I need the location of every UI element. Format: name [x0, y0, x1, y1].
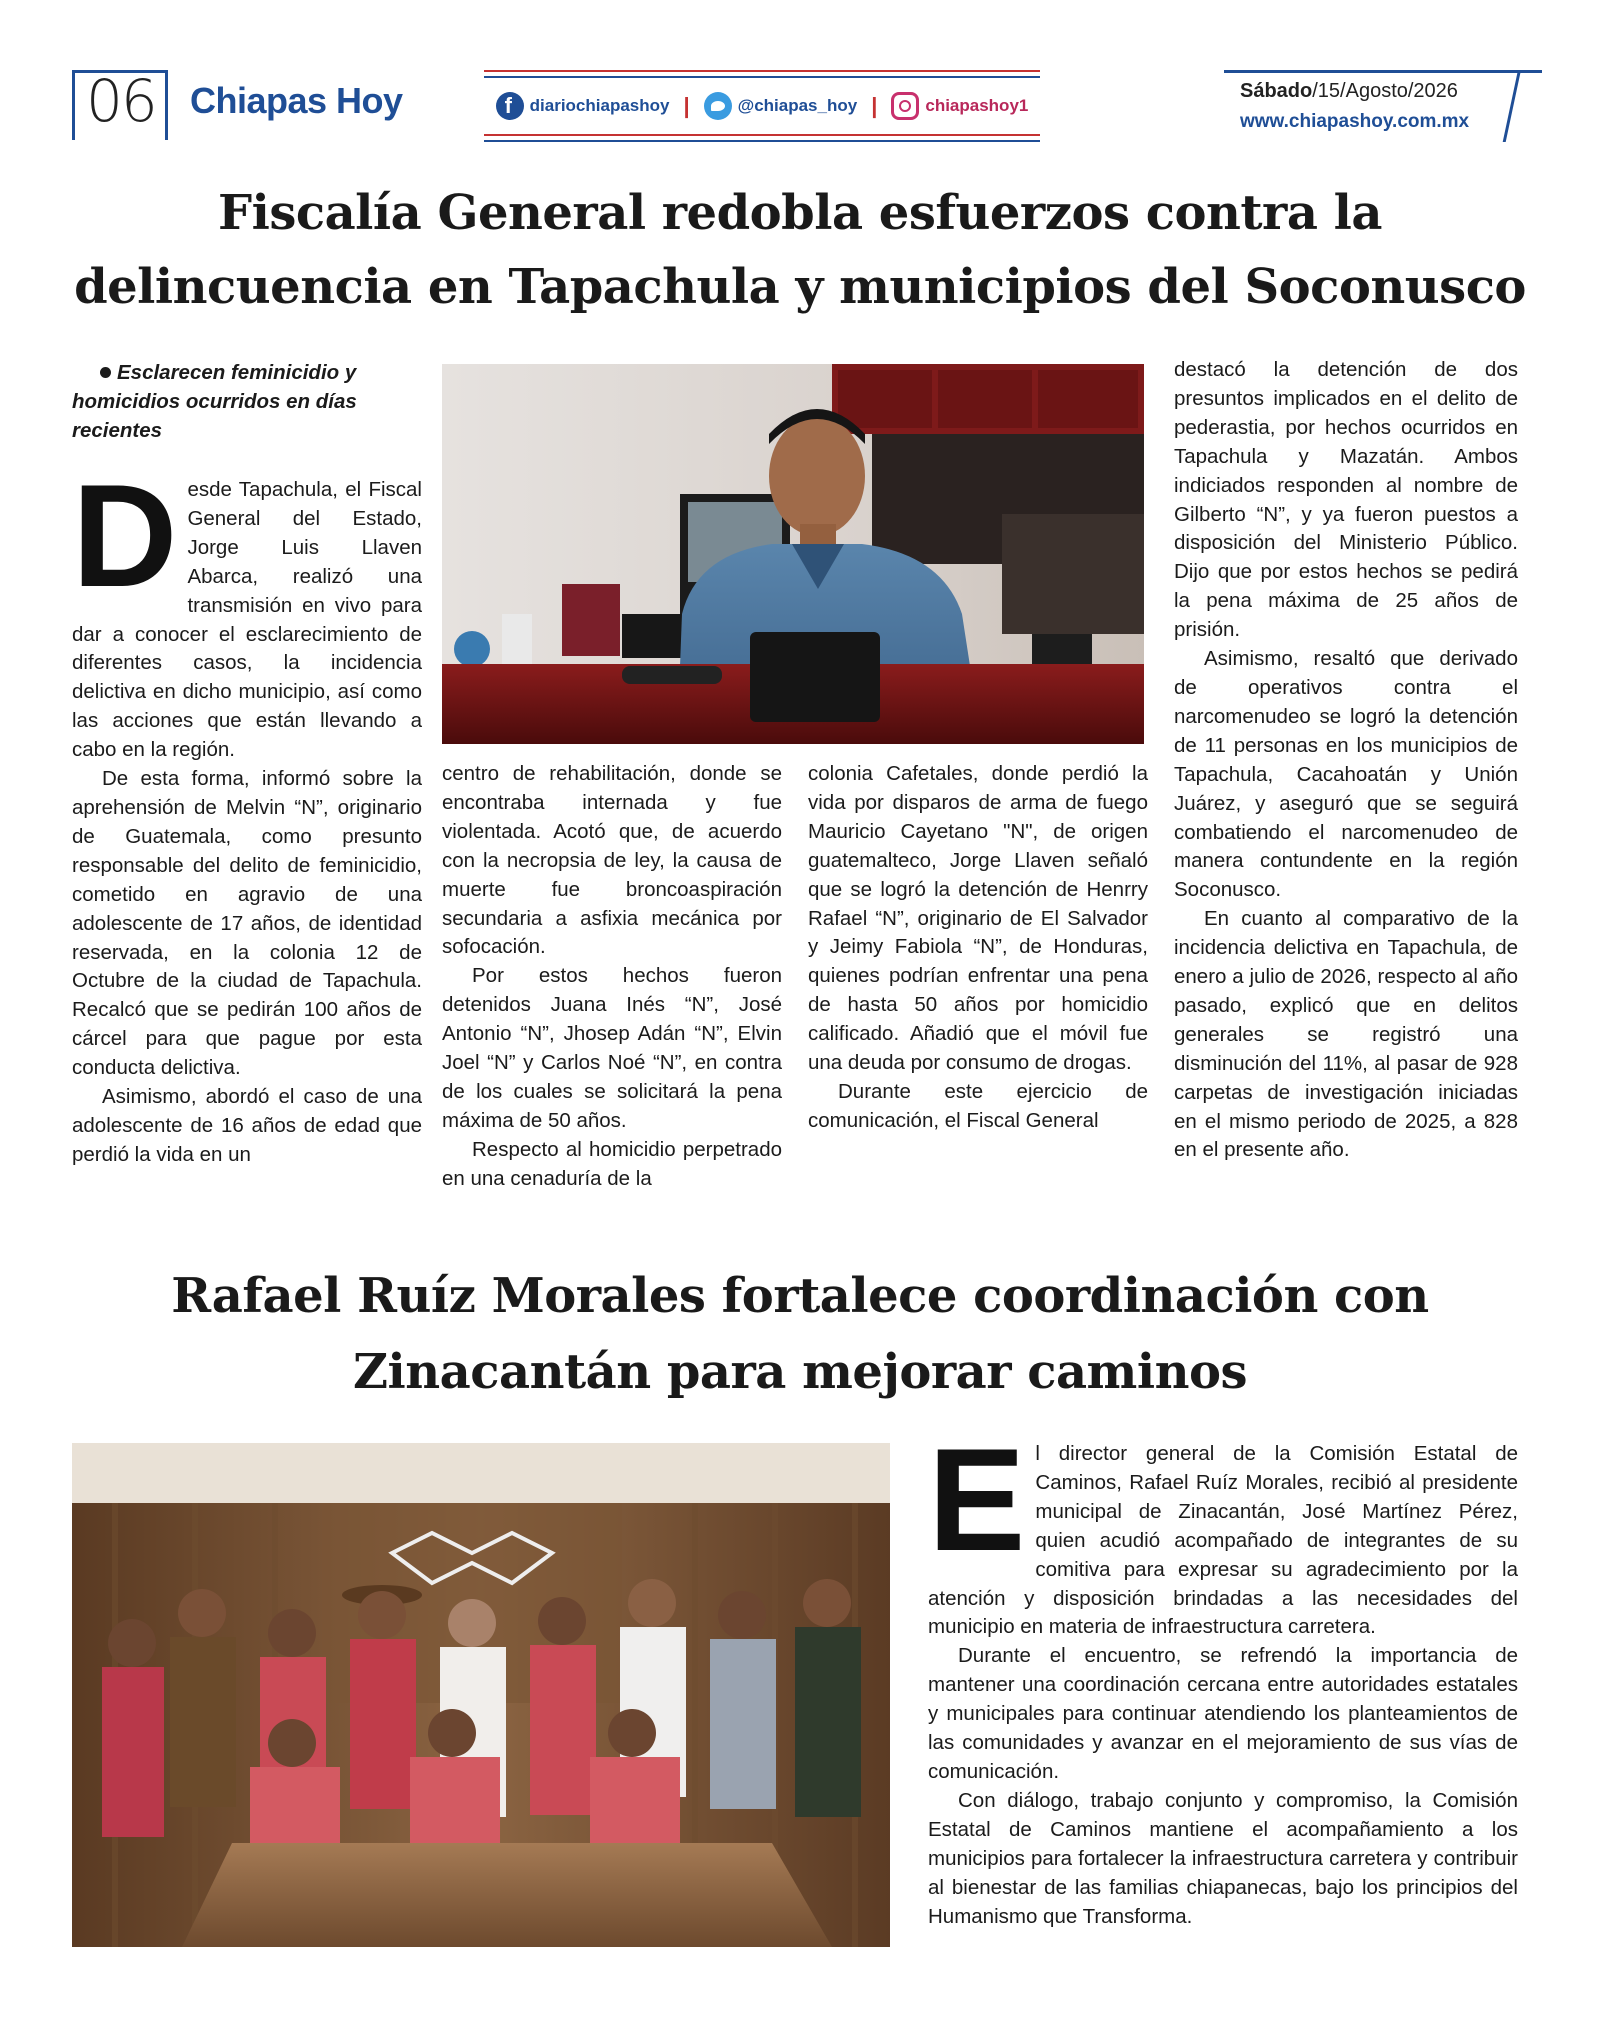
- bullet-icon: [100, 367, 111, 378]
- twitter-icon: [704, 92, 732, 120]
- article1-column-2: [442, 760, 782, 1194]
- divider: |: [683, 93, 690, 118]
- article1-headline-line2: delincuencia en Tapachula y municipios del Soconusco: [74, 259, 1526, 315]
- article1-headline: [60, 176, 1540, 324]
- page-number: 06: [86, 67, 156, 135]
- date-block: [1240, 80, 1469, 133]
- instagram-icon: [891, 92, 919, 120]
- issue-date: [1240, 80, 1469, 103]
- issue-day: Sábado: [1240, 80, 1313, 102]
- facebook-link[interactable]: [496, 92, 670, 120]
- article1-col4-paragraph-1: destacó la detención de dos presuntos implicados en el delito de pederastia, por hechos ocurridos en Tapachula y Mazatán. Ambos indiciados responden al nombre de Gilberto “N”, y ya fueron puestos a disposición del Ministerio Público. Dijo que por estos hechos se pedirá la pena máxima de 25 años de prisión.: [1174, 358, 1518, 642]
- article2-headline-line2: Zinacantán para mejorar caminos: [352, 1344, 1248, 1400]
- twitter-link[interactable]: [704, 92, 858, 120]
- website-link[interactable]: www.chiapashoy.com.mx: [1240, 111, 1470, 132]
- issue-date-rest: /15/Agosto/2026: [1312, 80, 1458, 102]
- article1-photo-fiscal: [442, 364, 1144, 744]
- article2-p1-text: l director general de la Comisión Estatal de Caminos, Rafael Ruíz Morales, recibió al presidente municipal de Zinacantán, José Martínez Pérez, quien acudió acompañado de integrantes de su comitiva para expresar su agradecimiento por la atención y disposición brindadas a las necesidades del municipio en materia de infraestructura carretera.: [928, 1442, 1518, 1639]
- article1-col2-paragraph-1: centro de rehabilitación, donde se encontraba internada y fue violentada. Acotó que, de acuerdo con la necropsia de ley, la causa de muerte fue broncoaspiración secundaria a asfixia mecánica por sofocación.: [442, 762, 782, 959]
- article2-headline-line1: Rafael Ruíz Morales fortalece coordinación con: [171, 1268, 1429, 1324]
- article2-body: [928, 1418, 1518, 1931]
- article2-headline: [60, 1258, 1540, 1410]
- twitter-handle: @chiapas_hoy: [737, 96, 858, 115]
- article1-col3-paragraph-2: Durante este ejercicio de comunicación, el Fiscal General: [808, 1079, 1148, 1132]
- article2-dropcap: E: [928, 1418, 1026, 1581]
- article1-dropcap: D: [72, 454, 178, 617]
- instagram-link[interactable]: [891, 92, 1028, 120]
- article1-column-3: [808, 760, 1148, 1136]
- article1-column-4: [1174, 356, 1518, 1165]
- social-bar: [484, 70, 1040, 142]
- article1-col1-p1-text: esde Tapachula, el Fiscal General del Estado, Jorge Luis Llaven Abarca, realizó una transmisión en vivo para dar a conocer el esclarecimiento de diferentes casos, la incidencia delictiva en dicho municipio, así como las acciones que están llevando a cabo en la región.: [72, 478, 422, 762]
- article1-col2-paragraph-3: Respecto al homicidio perpetrado en una cenaduría de la: [442, 1137, 782, 1190]
- article1-col4-paragraph-3: En cuanto al comparativo de la incidencia delictiva en Tapachula, de enero a julio de 2026, respecto al año pasado, explicó que en delitos generales se registró una disminución del 11%, al pasar de 928 carpetas de investigación iniciadas en el mismo periodo de 2025, a 828 en el presente año.: [1174, 907, 1518, 1162]
- article1-col1-paragraph-1: [72, 454, 422, 765]
- section-title: Chiapas Hoy: [190, 80, 403, 121]
- article1-subhead-text: Esclarecen feminicidio y homicidios ocurridos en días recientes: [72, 361, 357, 442]
- article2-paragraph-1: [928, 1418, 1518, 1642]
- facebook-icon: [496, 92, 524, 120]
- article1-col4-paragraph-2: Asimismo, resaltó que derivado de operativos contra el narcomenudeo se logró la detención de 11 personas en los municipios de Tapachula, Cacahoatán y Unión Juárez, y aseguró que se seguirá combatiendo el narcomenudeo de manera contundente en la región Soconusco.: [1174, 647, 1518, 902]
- facebook-handle: diariochiapashoy: [529, 96, 670, 115]
- article2-photo-group: [72, 1443, 890, 1947]
- social-links: [484, 88, 1040, 124]
- social-bar-bottom-rule: [484, 134, 1040, 142]
- article2-paragraph-2: Durante el encuentro, se refrendó la importancia de mantener una coordinación cercana entre autoridades estatales y municipales para continuar atendiendo los planteamientos de las comunidades y avanzar en el mejoramiento de sus vías de comunicación.: [928, 1644, 1518, 1783]
- article1-col2-paragraph-2: Por estos hechos fueron detenidos Juana Inés “N”, José Antonio “N”, Jhosep Adán “N”, Elvin Joel “N” y Carlos Noé “N”, en contra de los cuales se solicitará la pena máxima de 50 años.: [442, 964, 782, 1132]
- article1-col1-paragraph-2: De esta forma, informó sobre la aprehensión de Melvin “N”, originario de Guatemala, como presunto responsable del delito de feminicidio, cometido en agravio de una adolescente de 17 años, de identidad reservada, en la colonia 12 de Octubre de la ciudad de Tapachula. Recalcó que se pedirán 100 años de cárcel para que pague por esta conducta delictiva.: [72, 767, 422, 1080]
- article1-column-1: [72, 454, 422, 1170]
- article1-col3-paragraph-1: colonia Cafetales, donde perdió la vida por disparos de arma de fuego Mauricio Cayetano "N", de origen guatemalteco, Jorge Llaven señaló que se logró la detención de Henrry Rafael “N”, originario de El Salvador y Jeimy Fabiola “N”, de Honduras, quienes podrían enfrentar una pena de hasta 50 años por homicidio calificado. Añadió que el móvil fue una deuda por consumo de drogas.: [808, 762, 1148, 1075]
- divider: |: [871, 93, 878, 118]
- article1-col1-paragraph-3: Asimismo, abordó el caso de una adolescente de 16 años de edad que perdió la vida en un: [72, 1085, 422, 1166]
- article1-headline-line1: Fiscalía General redobla esfuerzos contra la: [218, 185, 1382, 241]
- instagram-handle: chiapashoy1: [925, 96, 1029, 115]
- article1-subhead: [72, 358, 422, 445]
- article2-paragraph-3: Con diálogo, trabajo conjunto y compromiso, la Comisión Estatal de Caminos mantiene el acompañamiento a los municipios para fortalecer la infraestructura carretera y contribuir al bienestar de las familias chiapanecas, bajo los principios del Humanismo que Transforma.: [928, 1788, 1518, 1928]
- social-bar-top-rule: [484, 70, 1040, 78]
